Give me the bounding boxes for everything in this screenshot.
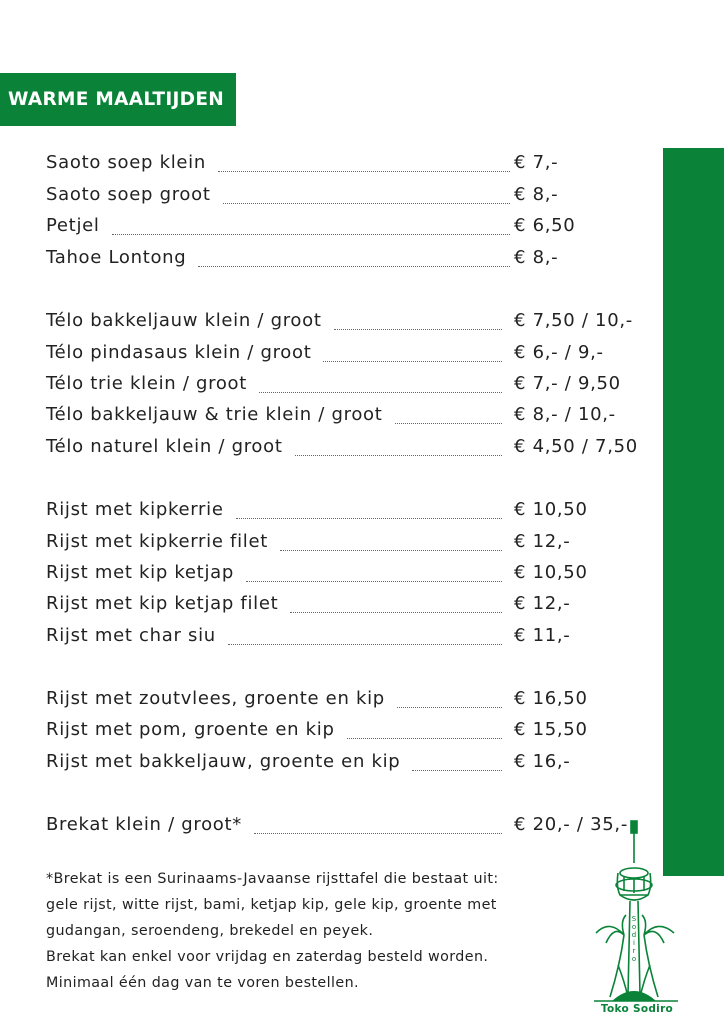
menu-item — [46, 593, 646, 621]
menu-item-name: Brekat klein / groot* — [46, 814, 250, 835]
footnote-line: gudangan, seroendeng, brekedel en peyek. — [46, 923, 374, 939]
menu-item-price: € 6,- / 9,- — [514, 342, 604, 363]
menu-item — [46, 152, 646, 180]
menu-item — [46, 436, 646, 464]
menu-item-name: Rijst met char siu — [46, 625, 224, 646]
dot-leader — [223, 203, 510, 204]
menu-item — [46, 404, 646, 432]
dot-leader — [112, 234, 510, 235]
menu-item — [46, 247, 646, 275]
menu-item-price: € 6,50 — [514, 215, 576, 236]
menu-item-name: Petjel — [46, 215, 108, 236]
dot-leader — [295, 455, 502, 456]
menu-item-name: Saoto soep klein — [46, 152, 214, 173]
logo-name: Toko Sodiro — [600, 1003, 674, 1015]
menu-item-price: € 8,- / 10,- — [514, 404, 616, 425]
menu-item — [46, 562, 646, 590]
menu-item — [46, 215, 646, 243]
decorative-side-bar — [663, 148, 724, 876]
tower-vertical-text: S o d i r o — [631, 915, 637, 963]
menu-item-price: € 11,- — [514, 625, 571, 646]
dot-leader — [290, 612, 502, 613]
menu-item — [46, 719, 646, 747]
menu-item-name: Télo naturel klein / groot — [46, 436, 291, 457]
footnote-line: *Brekat is een Surinaams-Javaanse rijsttafel die bestaat uit: — [46, 871, 499, 887]
dot-leader — [236, 518, 502, 519]
footnote-line: gele rijst, witte rijst, bami, ketjap kip, gele kip, groente met — [46, 897, 497, 913]
menu-item — [46, 751, 646, 779]
menu-item-name: Rijst met zoutvlees, groente en kip — [46, 688, 393, 709]
menu-item-name: Télo trie klein / groot — [46, 373, 255, 394]
menu-item-name: Rijst met kipkerrie — [46, 499, 232, 520]
dot-leader — [254, 833, 502, 834]
menu-item-price: € 15,50 — [514, 719, 588, 740]
menu-item-name: Rijst met kip ketjap filet — [46, 593, 286, 614]
menu-item-price: € 4,50 / 7,50 — [514, 436, 638, 457]
dot-leader — [397, 707, 502, 708]
menu-item-name: Rijst met kip ketjap — [46, 562, 242, 583]
menu-item-price: € 8,- — [514, 184, 559, 205]
menu-item-price: € 16,- — [514, 751, 571, 772]
menu-item-name: Télo pindasaus klein / groot — [46, 342, 319, 363]
dot-leader — [412, 770, 502, 771]
tower-palm-logo-icon — [590, 815, 682, 1015]
menu-item-name: Rijst met kipkerrie filet — [46, 531, 276, 552]
footnote-line: Minimaal één dag van te voren bestellen. — [46, 975, 359, 991]
dot-leader — [334, 329, 502, 330]
menu-item-name: Saoto soep groot — [46, 184, 219, 205]
menu-item-name: Rijst met bakkeljauw, groente en kip — [46, 751, 408, 772]
menu-item-price: € 10,50 — [514, 499, 588, 520]
menu-item-name: Tahoe Lontong — [46, 247, 194, 268]
menu-item-name: Rijst met pom, groente en kip — [46, 719, 343, 740]
menu-item-price: € 7,- / 9,50 — [514, 373, 621, 394]
dot-leader — [347, 738, 502, 739]
menu-item — [46, 625, 646, 653]
menu-item — [46, 688, 646, 716]
menu-item-price: € 16,50 — [514, 688, 588, 709]
menu-item-price: € 7,50 / 10,- — [514, 310, 633, 331]
menu-item-price: € 7,- — [514, 152, 559, 173]
dot-leader — [246, 581, 502, 582]
menu-item — [46, 373, 646, 401]
footnote — [46, 866, 586, 996]
menu-item — [46, 342, 646, 370]
dot-leader — [228, 644, 502, 645]
section-title: WARME MAALTIJDEN — [8, 89, 225, 110]
dot-leader — [198, 266, 510, 267]
footnote-line: Brekat kan enkel voor vrijdag en zaterdag besteld worden. — [46, 949, 489, 965]
section-header — [0, 73, 236, 126]
menu-item-price: € 12,- — [514, 593, 571, 614]
menu-item — [46, 531, 646, 559]
dot-leader — [280, 550, 502, 551]
menu-item-price: € 8,- — [514, 247, 559, 268]
menu-item-name: Télo bakkeljauw klein / groot — [46, 310, 330, 331]
menu-item — [46, 310, 646, 338]
menu-item-price: € 10,50 — [514, 562, 588, 583]
dot-leader — [395, 423, 502, 424]
menu-item — [46, 814, 646, 842]
menu-item — [46, 184, 646, 212]
menu-item-price: € 20,- / 35,- — [514, 814, 629, 835]
menu-item — [46, 499, 646, 527]
menu-item-price: € 12,- — [514, 531, 571, 552]
dot-leader — [218, 171, 510, 172]
dot-leader — [259, 392, 502, 393]
menu-item-name: Télo bakkeljauw & trie klein / groot — [46, 404, 391, 425]
dot-leader — [323, 361, 502, 362]
